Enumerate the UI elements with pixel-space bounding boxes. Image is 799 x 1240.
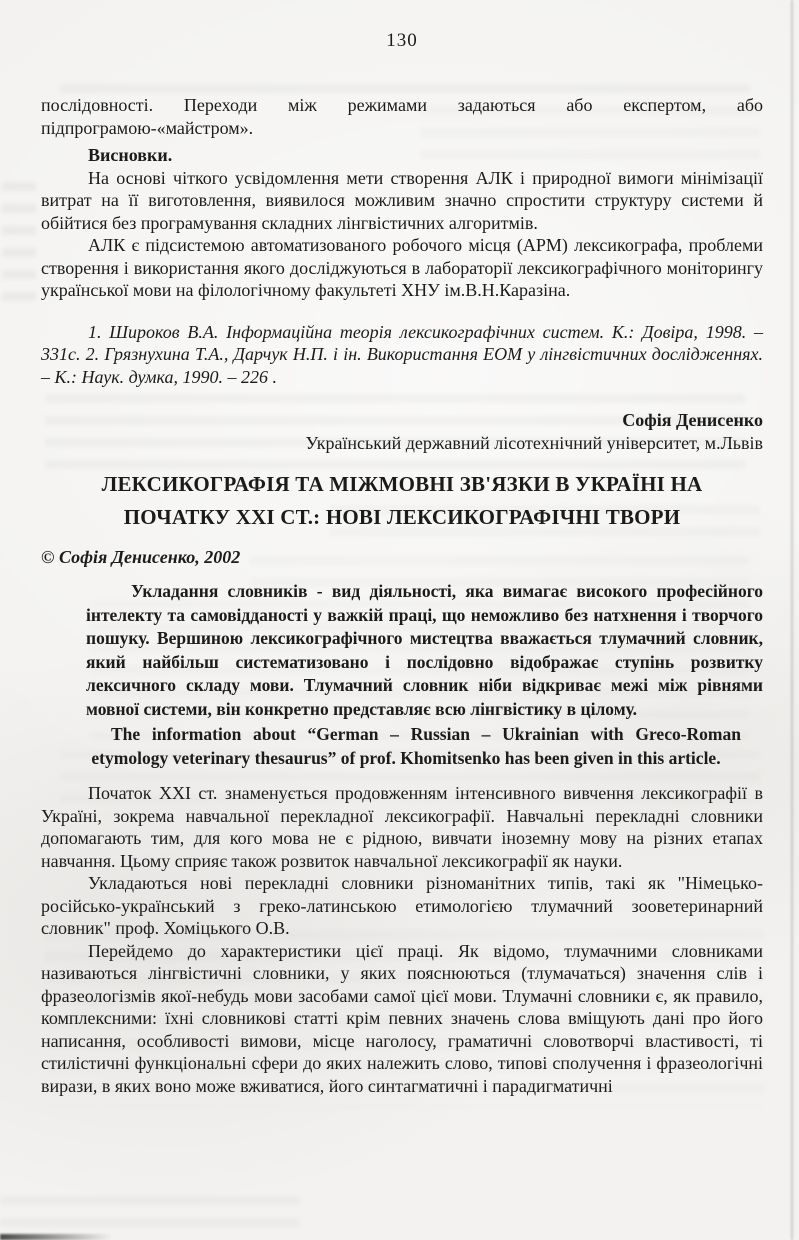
abstract-ukrainian: Укладання словників - вид діяльності, яка вимагає високого професійного інтелекту та самовідданості у важкій праці, що неможливо без натхнення і творчого пошуку. Вершиною лексикографічного мистецтва вважається тлумачний словник, який найбільш систематизовано і послідовно відображає ступінь розвитку лексичного складу мови. Тлумачний словник ніби відкриває межі між рівнями мовної системи, він конкретно представляє всю лінгвістику в цілому.	[86, 581, 763, 719]
conclusions-heading: Висновки.	[88, 145, 173, 165]
body-paragraph: Укладаються нові перекладні словники різноманітних типів, такі як "Німецько-російсько-український з греко-латинською етимологією тлумачний зооветеринарний словник" проф. Хоміцького О.В.	[41, 873, 763, 938]
author-block	[41, 409, 763, 455]
abstract-english: The information about “German – Russian – Ukrainian with Greco-Roman etymology veterinary thesaurus” of prof. Khomitsenko has been given in this article.	[91, 724, 741, 768]
conclusion-paragraph: На основі чіткого усвідомлення мети створення АЛК і природної вимоги мінімізації витрат на її виготовлення, виявилося можливим значно спростити структуру системи й обійтися без програмування складних лінгвістичних алгоритмів.	[41, 167, 763, 233]
paragraph-continuation: послідовності. Переходи між режимами задаються або експертом, або підпрограмою-«майстром».	[41, 95, 763, 138]
author-name: Софія Денисенко	[622, 410, 763, 430]
article-title: ЛЕКСИКОГРАФІЯ ТА МІЖМОВНІ ЗВ'ЯЗКИ В УКРАЇНІ НА ПОЧАТКУ ХХІ СТ.: НОВІ ЛЕКСИКОГРАФІЧНІ ТВОРИ	[101, 472, 703, 529]
body-paragraph: Перейдемо до характеристики цієї праці. Як відомо, тлумачними словниками називаються лінгвістичні словники, у яких пояснюються (тлумачаться) значення слів і фразеологізмів якої-небудь мови засобами самої цієї мови. Тлумачні словники є, як правило, комплексними: їхні словникові статті крім певних значень слова вміщують дані про його написання, особливості вимови, місце наголосу, граматичні словотворчі властивості, ті стилістичні функціональні сфери до яких належить слово, типові сполучення і фразеологічні вирази, в яких воно може вживатися, його синтагматичні і парадигматичні	[41, 940, 763, 1096]
body-paragraph: Початок ХХІ ст. знаменується продовженням інтенсивного вивчення лексикографії в Україні, зокрема навчальної перекладної лексикографії. Навчальні перекладні словники допомагають тим, для кого мова не є рідною, вивчати іноземну мову на різних етапах навчання. Цьому сприяє також розвиток навчальної лексикографії як науки.	[41, 783, 763, 871]
conclusion-paragraph: АЛК є підсистемою автоматизованого робочого місця (АРМ) лексикографа, проблеми створення і використання якого досліджуються в лабораторії лексикографічного моніторингу української мови на філологічному факультеті ХНУ ім.В.Н.Каразіна.	[41, 235, 763, 300]
references-list: 1. Широков В.А. Інформаційна теорія лексикографічних систем. К.: Довіра, 1998. – 331с. 2. Грязнухина Т.А., Дарчук Н.П. і ін. Використання ЕОМ у лінгвістичних дослідженнях. – К.: Наук. думка, 1990. – 226 .	[41, 321, 763, 387]
page-number: 130	[386, 30, 418, 51]
copyright-line: © Софія Денисенко, 2002	[41, 547, 241, 567]
author-affiliation: Український державний лісотехнічний університет, м.Львів	[305, 433, 763, 453]
scan-bleed-artifact	[0, 1196, 300, 1238]
scan-corner-artifact	[0, 1234, 112, 1240]
